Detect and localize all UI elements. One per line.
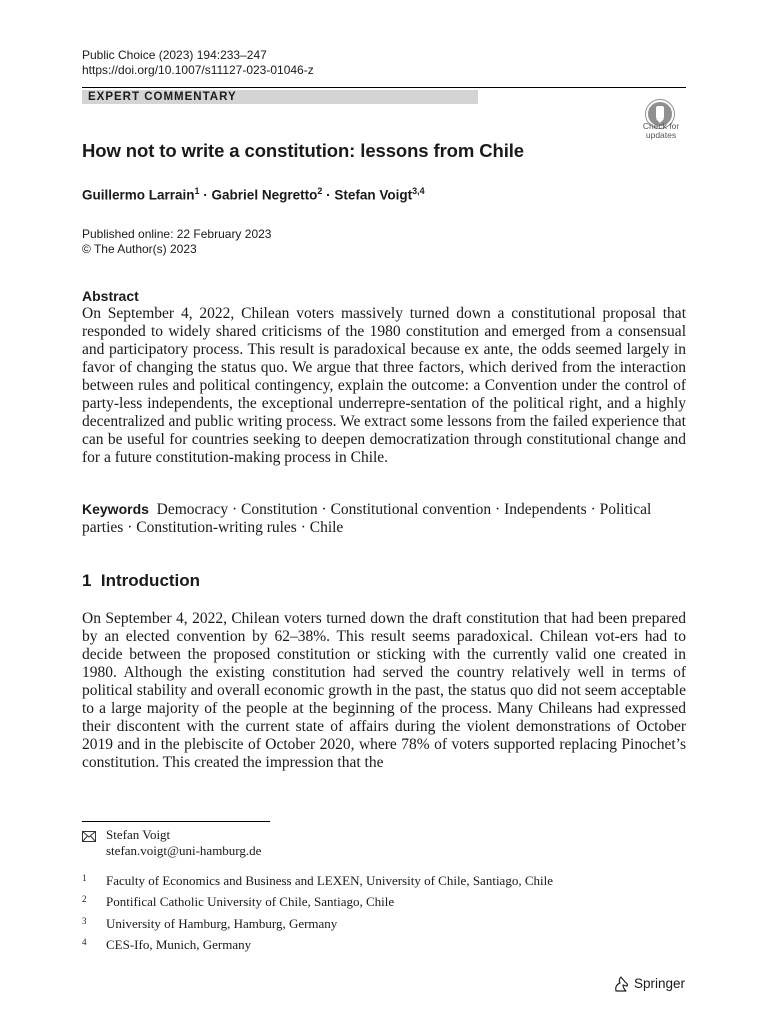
check-for-updates-label [636, 122, 686, 140]
author-affiliation: 1 [194, 186, 200, 196]
author-list [82, 186, 425, 203]
springer-horse-icon [612, 975, 630, 993]
intro-heading: 1 Introduction [82, 571, 201, 590]
badge-line-1: Check for [642, 121, 680, 131]
section-label: EXPERT COMMENTARY [88, 91, 237, 103]
corresponding-name: Stefan Voigt [106, 827, 171, 842]
corresponding-author [106, 827, 261, 859]
author-affiliation: 2 [317, 186, 323, 196]
affiliation-text: University of Hamburg, Hamburg, Germany [106, 916, 338, 931]
published-date: Published online: 22 February 2023 [82, 227, 272, 241]
journal-citation [82, 48, 314, 78]
envelope-icon [82, 829, 96, 840]
keywords [82, 500, 686, 537]
doi-link[interactable]: https://doi.org/10.1007/s11127-023-01046-z [82, 63, 314, 77]
author-name[interactable]: Stefan Voigt [334, 187, 413, 203]
corresponding-email[interactable]: stefan.voigt@uni-hamburg.de [106, 843, 262, 858]
footnote-rule [82, 821, 270, 822]
abstract-heading: Abstract [82, 288, 139, 304]
affiliation-text: Pontifical Catholic University of Chile, Santiago, Chile [106, 894, 395, 909]
journal-line: Public Choice (2023) 194:233–247 [82, 48, 267, 62]
affiliation-number: 2 [82, 894, 87, 904]
affiliation-text: Faculty of Economics and Business and LEXEN, University of Chile, Santiago, Chile [106, 873, 553, 888]
author-separator: · [199, 187, 212, 203]
intro-text: On September 4, 2022, Chilean voters turned down the draft constitution that had been prepared by an elected convention by 62–38%. This result seems paradoxical. Chilean vot-ers had to decide between the proposed constitution or sticking with the currently valid one created in 1980. Although the existing constitution had served the country relatively well in terms of political stability and overall economic growth in the past, the status quo did not seem acceptable to a large majority of the people at the beginning of the process. Many Chileans had expressed their discontent with the current state of affairs during the violent demonstrations of October 2019 and in the plebiscite of October 2020, where 78% of voters supported replacing Pinochet’s constitution. This created the impression that the [82, 610, 686, 771]
keywords-label: Keywords [82, 501, 149, 517]
affiliation-number: 3 [82, 916, 87, 926]
author-affiliation: 3,4 [412, 186, 425, 196]
affiliation-number: 1 [82, 873, 87, 883]
author-name[interactable]: Gabriel Negretto [211, 187, 318, 203]
keywords-text: Democracy · Constitution · Constitutional convention · Independents · Political parties · Constitution-writing rules · Chile [82, 501, 652, 536]
badge-line-2: updates [645, 130, 677, 140]
publication-info [82, 227, 271, 257]
abstract-text: On September 4, 2022, Chilean voters massively turned down a constitutional proposal that responded to widely shared criticisms of the 1980 constitution and emerged from a consensual and participatory process. This result is paradoxical because ex ante, the odds seemed largely in favor of changing the status quo. We argue that three factors, which derived from the interaction between rules and political contingency, explain the outcome: a Convention under the control of party-less independents, the exceptional underrepre-sentation of the political right, and a highly decentralized and public writing process. We extract some lessons from the failed experience that can be useful for countries seeking to deepen democratization through constitutional change and for a future constitution-making process in Chile. [82, 305, 686, 466]
publisher-logo-text: Springer [634, 976, 686, 991]
affiliation-number: 4 [82, 937, 87, 947]
article-title: How not to write a constitution: lessons from Chile [82, 140, 524, 161]
copyright: © The Author(s) 2023 [82, 242, 197, 256]
author-name[interactable]: Guillermo Larrain [82, 187, 195, 203]
header-rule [82, 87, 686, 88]
affiliation-text: CES-Ifo, Munich, Germany [106, 937, 252, 952]
author-separator: · [322, 187, 335, 203]
